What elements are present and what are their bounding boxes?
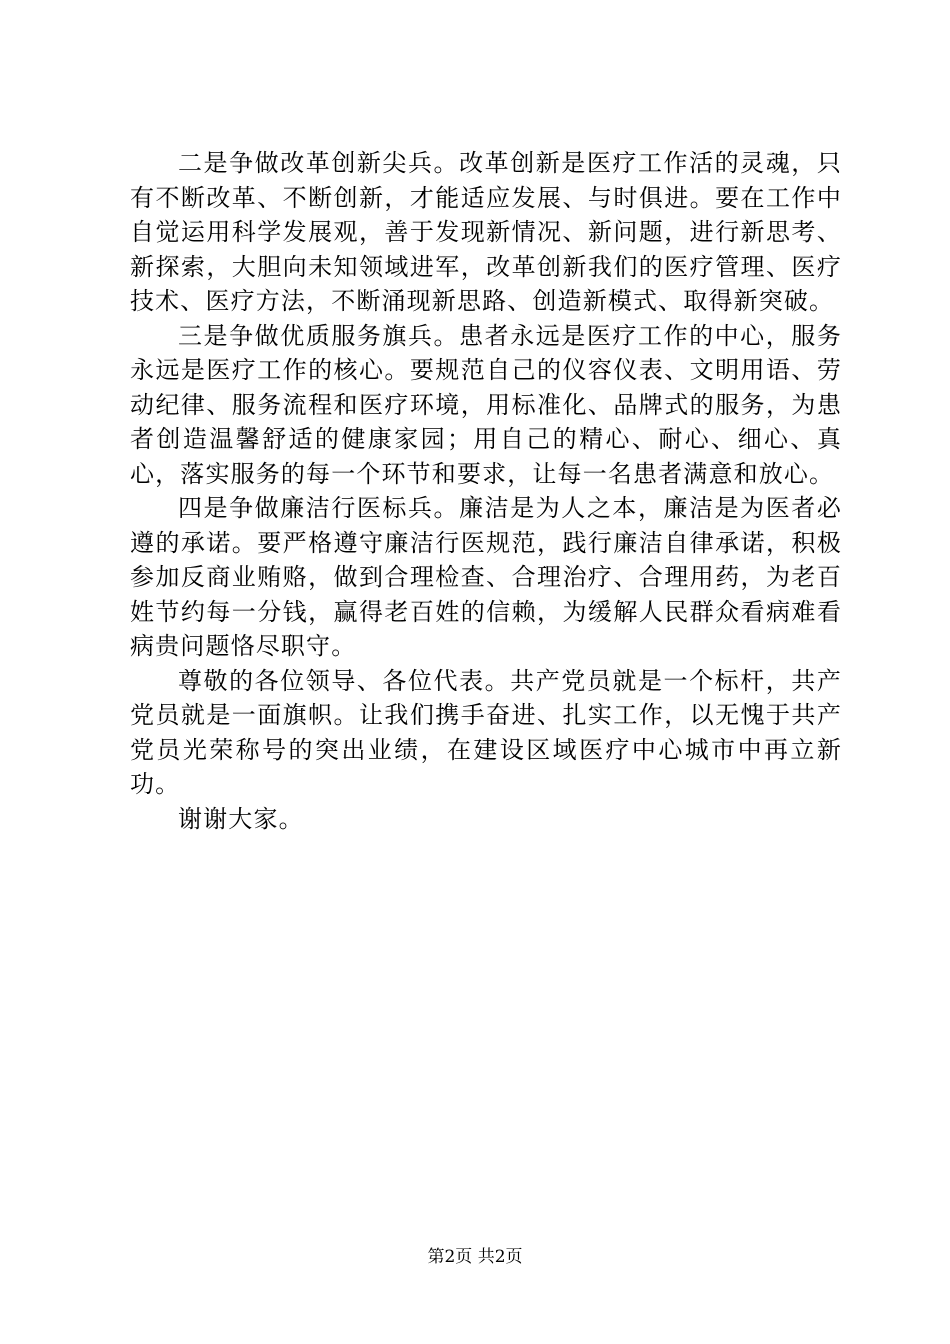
paragraph-reform-innovation: 二是争做改革创新尖兵。改革创新是医疗工作活的灵魂，只有不断改革、不断创新，才能适应发展、与时俱进。要在工作中自觉运用科学发展观，善于发现新情况、新问题，进行新思考、新探索，大胆向未知领域进军，改革创新我们的医疗管理、医疗技术、医疗方法，不断涌现新思路、创造新模式、取得新突破。 — [130, 149, 842, 315]
document-body — [130, 146, 842, 836]
page-number-footer: 第2页 共2页 — [427, 1247, 523, 1267]
paragraph-quality-service: 三是争做优质服务旗兵。患者永远是医疗工作的中心，服务永远是医疗工作的核心。要规范自己的仪容仪表、文明用语、劳动纪律、服务流程和医疗环境，用标准化、品牌式的服务，为患者创造温馨舒适的健康家园；用自己的精心、耐心、细心、真心，落实服务的每一个环节和要求，让每一名患者满意和放心。 — [130, 321, 842, 488]
paragraph-thanks: 谢谢大家。 — [178, 804, 304, 833]
paragraph-closing-remarks: 尊敬的各位领导、各位代表。共产党员就是一个标杆，共产党员就是一面旗帜。让我们携手奋进、扎实工作，以无愧于共产党员光荣称号的突出业绩，在建设区域医疗中心城市中再立新功。 — [130, 666, 842, 798]
paragraph-integrity: 四是争做廉洁行医标兵。廉洁是为人之本，廉洁是为医者必遵的承诺。要严格遵守廉洁行医规范，践行廉洁自律承诺，积极参加反商业贿赂，做到合理检查、合理治疗、合理用药，为老百姓节约每一分钱，赢得老百姓的信赖，为缓解人民群众看病难看病贵问题恪尽职守。 — [130, 494, 842, 660]
